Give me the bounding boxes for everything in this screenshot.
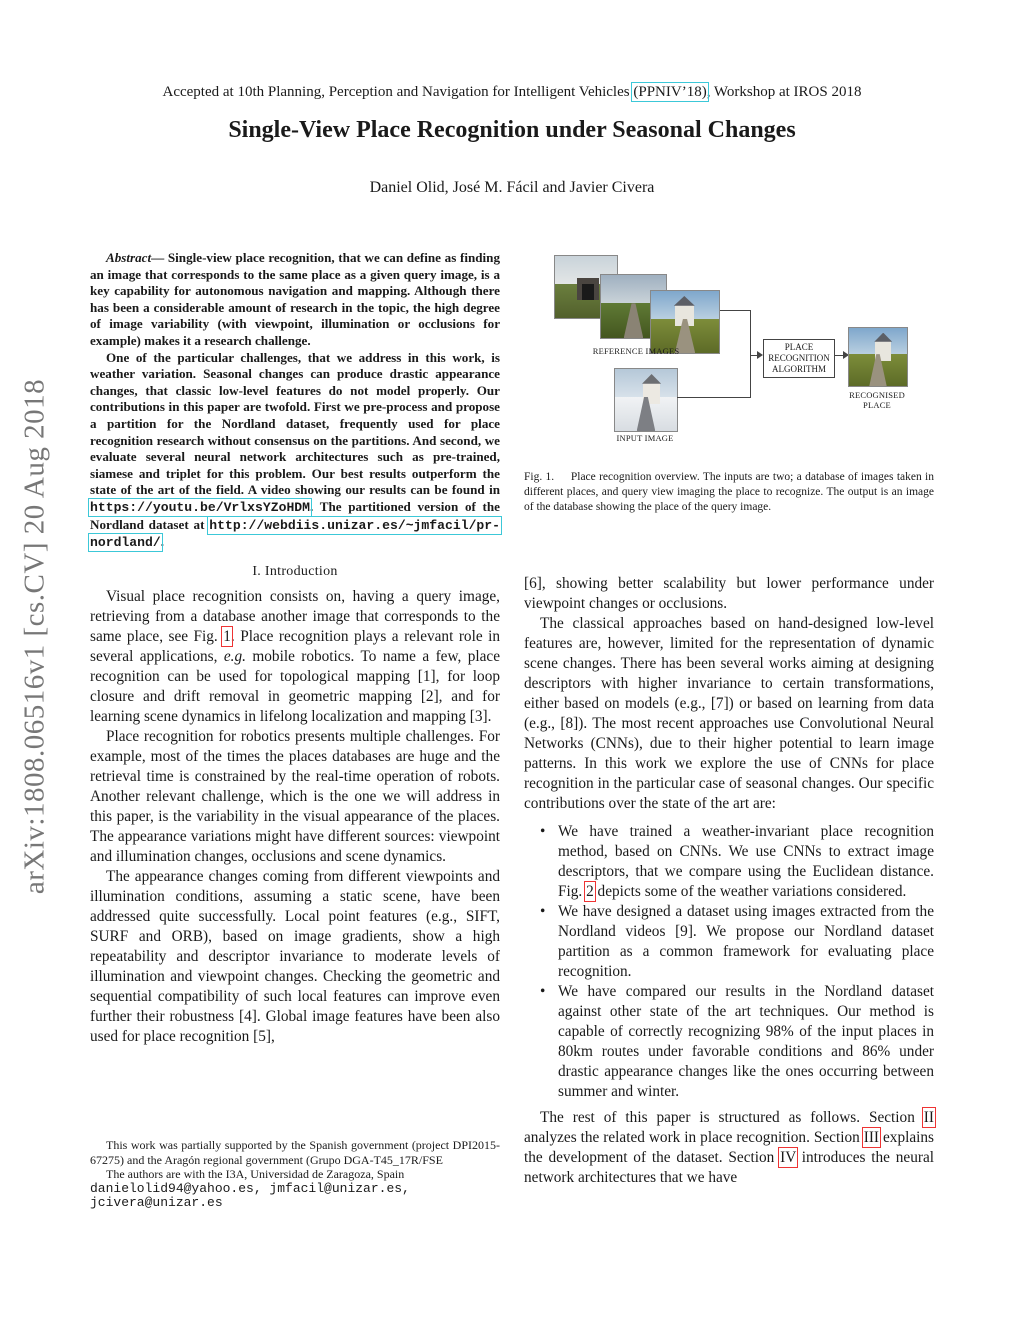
abstract-paragraph-2: One of the particular challenges, that we address in this work, is weather variation. Seasonal changes can produce drastic appearance changes, that classic low-level features do not model properly. Our contributions in this paper are twofold. First we pre-process and propose a partition for the Nordland dataset, frequently used for place recognition research without consensus on the partitions. And second, we evaluate several neural network architectures such as pre-trained, siamese and triplet for this problem. Our best results outperform the state of the art of the field. A video showing our results can be found in https://youtu.be/VrlxsYZoHDM. The partitioned version of the Nordland dataset at http://webdiis.unizar.es/~jmfacil/pr-nordland/. — [90, 349, 500, 551]
introduction-body — [90, 587, 500, 1047]
intro-paragraph-4: The classical approaches based on hand-designed low-level features are, however, limited for the representation of dynamic scene changes. There has been several works aiming at designing descriptors with higher invariance to certain transformations, either based on models (e.g., [7]) or based on learning from data (e.g., [8]). The most recent approaches use Convolutional Neural Networks (CNNs), due to their higher potential to learn image patterns. In this work we explore the use of CNNs for place recognition in the particular case of seasonal changes. Our specific contributions over the state of the art are: — [524, 615, 934, 812]
intro-paragraph-2: Place recognition for robotics presents multiple challenges. For example, most of the times the places databases are huge and the retrieval time is constrained by the real-time operation of robots. Another relevant challenge, which is the one we will address in this paper, is the variability in the visual appearance of the places. The appearance variations might have different sources: viewpoint and illumination changes, occlusions and scene dynamics. — [90, 727, 500, 865]
paper-authors: Daniel Olid, José M. Fácil and Javier Civera — [369, 179, 655, 196]
left-column — [90, 250, 500, 1047]
fig2-ref-link[interactable]: 2 — [586, 883, 594, 900]
footnote-emails: danielolid94@yahoo.es, jmfacil@unizar.es, jcivera@unizar.es — [90, 1180, 410, 1210]
right-column — [524, 574, 934, 1188]
intro-paragraph-3-continued: [6], showing better scalability but lower performance under viewpoint changes or occlusions. — [524, 575, 934, 612]
arxiv-stamp: arXiv:1808.06516v1 [cs.CV] 20 Aug 2018 — [18, 378, 51, 895]
contribution-item-2: • We have designed a dataset using images extracted from the Nordland videos [9]. We propose our Nordland dataset partition as a common framework for evaluating place recognition. — [540, 903, 934, 980]
recognised-place-image — [848, 327, 908, 387]
connector-input — [677, 397, 750, 398]
contribution-item-3: • We have compared our results in the Nordland dataset against other state of the art techniques. Our method is capable of correctly recognizing 98% of the input places in 80km routes under favorable conditions and 86% under drastic appearance changes like the ones occurring between summer and winter. — [540, 983, 934, 1100]
abstract — [90, 250, 500, 552]
dataset-link[interactable]: http://webdiis.unizar.es/~jmfacil/pr-nordland/ — [90, 517, 500, 551]
reference-image-3 — [650, 290, 720, 354]
section-ii-link[interactable]: II — [923, 1109, 934, 1126]
header-suffix: , Workshop at IROS 2018 — [706, 84, 862, 100]
contribution-item-1: • We have trained a weather-invariant place recognition method, based on CNNs. We use CNNs to extract image descriptors, that we compare using the Euclidean distance. Fig. 2 depicts some of the weather variations considered. — [540, 823, 934, 900]
header-prefix: Accepted at 10th Planning, Perception and Navigation for Intelligent Vehicles — [162, 84, 634, 100]
section-heading-introduction: I. Introduction — [252, 563, 338, 579]
contributions-list — [524, 822, 934, 1102]
footnote-funding: This work was partially supported by the Spanish government (project DPI2015-67275) and the Aragón regional government (Grupo DGA-T45_17R/FSE — [90, 1138, 500, 1167]
section-iii-link[interactable]: III — [863, 1129, 880, 1146]
caption-text: Place recognition overview. The inputs are two; a database of images taken in different places, and query view imaging the place to recognize. The output is an image of the database showing the place of the query image. — [524, 471, 935, 513]
section-iv-link[interactable]: IV — [780, 1149, 796, 1166]
input-image — [614, 368, 678, 432]
abstract-paragraph-1: Abstract— Single-view place recognition, that we can define as finding an image that corresponds to the same place as a given query image, is a key capability for autonomous navigation and mapping. Although there has been a considerable amount of research in the topic, the high degree of image variability (with viewpoint, illumination or occlusions for example) makes it a research challenge. — [90, 250, 500, 348]
intro-paragraph-3: The appearance changes coming from different viewpoints and illumination conditions, assuming a static scene, have been addressed quite successfully. Local point features (e.g., SIFT, SURF and ORB), based on image gradients, show a high repeatability and descriptor invariance to moderate levels of illumination and viewpoint changes. Checking the geometric and sequential compatibility of such local features can improve even further their robustness [4]. Global image features have been also used for place recognition [5], — [90, 867, 500, 1045]
place-recognition-algorithm-box: PLACE RECOGNITION ALGORITHM — [763, 339, 835, 378]
ppniv-link[interactable]: (PPNIV’18) — [633, 84, 707, 100]
conference-header — [0, 84, 1024, 101]
input-image-label: INPUT IMAGE — [616, 433, 674, 443]
recognised-place-label: RECOGNISED PLACE — [849, 390, 905, 410]
abstract-label: Abstract — [106, 250, 152, 265]
connector-vertical — [750, 310, 751, 398]
connector-to-algorithm — [750, 355, 757, 356]
footnote-affiliation: The authors are with the I3A, Universidad de Zaragoza, Spain — [106, 1167, 405, 1181]
reference-images-label: REFERENCE IMAGES — [592, 346, 680, 356]
intro-paragraph-5: The rest of this paper is structured as follows. Section II analyzes the related work in place recognition. Section III explains the development of the dataset. Section IV introduces the neural network architectures that we have — [524, 1109, 934, 1186]
footnote — [90, 1138, 500, 1211]
figure-1-caption — [524, 470, 934, 515]
fig1-ref-link[interactable]: 1 — [223, 627, 231, 645]
caption-label: Fig. 1. — [524, 471, 555, 483]
paper-title: Single-View Place Recognition under Seasonal Changes — [228, 117, 796, 143]
connector-reference — [720, 310, 750, 311]
intro-paragraph-1: Visual place recognition consists on, having a query image, retrieving from a database another image that corresponds to the same place, see Fig. 1. Place recognition plays a relevant role in several applications, e.g. mobile robotics. To name a few, place recognition can be used for topological mapping [1], for loop closure and drift removal in geometric mapping [2], and for learning scene dynamics in lifelong localization and mapping [3]. — [90, 587, 501, 725]
video-link[interactable]: https://youtu.be/VrlxsYZoHDM — [90, 499, 311, 515]
